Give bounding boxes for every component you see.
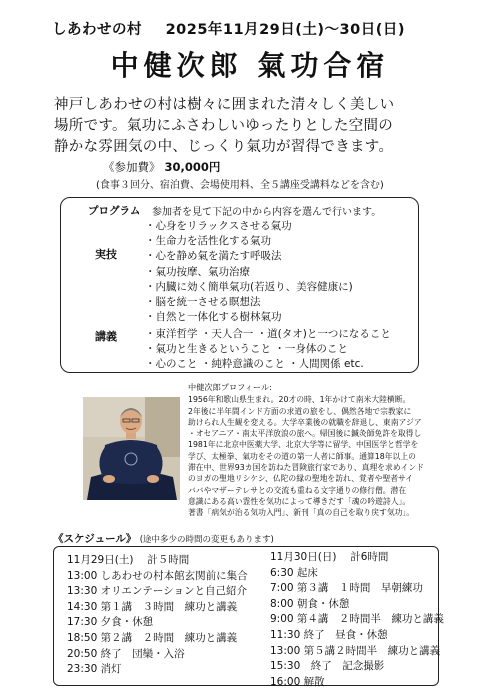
list-item: ・内臓に効く簡単氣功(若返り、美容健康に) xyxy=(145,280,353,293)
program-label: プログラム xyxy=(88,205,141,217)
schedule-day2 xyxy=(270,550,444,690)
list-item: ・生命力を活性化する氣功 xyxy=(145,235,271,248)
schedule-item: 16:00 解散 xyxy=(270,675,325,688)
fee-note: (食事３回分、宿泊費、会場使用料、全５講座受講料などを含む) xyxy=(96,180,384,191)
schedule-item: 13:00 第５講２時間半 練功と講義 xyxy=(270,644,441,657)
profile-line: ・オセアニア・南太平洋放浪の旅へ。帰国後に鍼灸師免許を取得し xyxy=(188,429,422,439)
schedule-item: 18:50 第２講 ２時間 練功と講義 xyxy=(67,631,238,644)
schedule-day1 xyxy=(67,553,248,678)
profile-line: 意識にある高い霊性を気功によって導きだす「魂の吟遊詩人」。 xyxy=(188,496,411,506)
list-item: ・心を静め氣を満たす呼吸法 xyxy=(145,250,282,263)
list-item: ・氣功按摩、氣功治療 xyxy=(145,265,250,278)
practice-list xyxy=(145,219,353,325)
lecture-list xyxy=(145,327,391,373)
list-item: ・東洋哲学 ・天人合一 ・道(タオ)と一つになること xyxy=(145,328,391,340)
profile-line: 1956年和歌山県生まれ。20才の時、1年かけて南米大陸横断。 xyxy=(188,395,411,405)
schedule-item: 14:30 第１講 ３時間 練功と講義 xyxy=(67,600,238,613)
header-line xyxy=(52,18,405,39)
profile-line: 著書「病気が治る気功入門」、新刊「真の自己を取り戻す気功」。 xyxy=(188,508,415,518)
schedule-note: (途中多少の時間の変更もあります) xyxy=(139,535,274,545)
list-item: ・氣功と生きるということ ・一身体のこと xyxy=(145,343,348,356)
profile-line: 学び、太極拳、氣功をその道の第一人者に師事。通算18年以上の xyxy=(188,451,416,461)
page-title: 中健次郎 氣功合宿 xyxy=(110,49,390,82)
list-item: ・心身をリラックスさせる氣功 xyxy=(145,220,292,232)
schedule-item: 8:00 朝食・休憩 xyxy=(270,597,350,610)
intro-line: 神戸しあわせの村は樹々に囲まれた清々しく美しい xyxy=(54,97,395,113)
event-date: 2025年11月29日(土)〜30日(日) xyxy=(165,22,405,38)
profile-line: 2年後に半年間インド方面の求道の旅をし、偶然各地で宗教家に xyxy=(188,406,412,416)
schedule-item: 11月30日(日) 計6時間 xyxy=(270,551,389,563)
intro-paragraph xyxy=(54,95,464,158)
list-item: ・心のこと ・純粋意識のこと ・人間関係 etc. xyxy=(145,358,364,371)
profile-line: ババやマザーテレサとの交流も重ねる文字通りの修行僧。潜在 xyxy=(188,485,407,495)
list-item: ・脳を統一させる瞑想法 xyxy=(145,295,261,308)
profile-line: 助けられ人生観を変える。大学卒業後の就職を辞退し、東南アジア xyxy=(188,417,422,427)
schedule-item: 13:00 しあわせの村本館玄関前に集合 xyxy=(67,569,248,582)
fee-label: 《参加費》 xyxy=(103,160,161,174)
schedule-item: 7:00 第３講 １時間 早朝練功 xyxy=(270,582,423,595)
schedule-item: 9:00 第４講 ２時間半 練功と講義 xyxy=(270,613,444,626)
fee-line xyxy=(103,159,220,175)
profile-title: 中健次郎プロフィール: xyxy=(188,382,272,392)
schedule-item: 6:30 起床 xyxy=(270,566,318,579)
instructor-photo xyxy=(83,397,180,500)
profile-block xyxy=(188,382,460,519)
schedule-item: 23:30 消灯 xyxy=(67,663,122,676)
fee-amount: 30,000円 xyxy=(164,160,221,174)
schedule-label: 《スケジュール》 xyxy=(53,533,137,545)
profile-line: 1981年に北京中医薬大学、北京大学等に留学、中国医学と哲学を xyxy=(188,440,419,450)
program-intro: 参加者を見て下記の中から内容を選んで行います。 xyxy=(152,207,382,218)
venue-name: しあわせの村 xyxy=(52,22,142,38)
schedule-item: 20:50 終了 団欒・入浴 xyxy=(67,647,185,660)
schedule-item: 13:30 オリエンテーションと自己紹介 xyxy=(67,585,247,598)
intro-line: 静かな雰囲気の中、じっくり氣功が習得できます。 xyxy=(54,139,394,155)
intro-line: 場所です。氣功にふさわしいゆったりとした空間の xyxy=(54,118,394,134)
schedule-item: 11:30 終了 昼食・休憩 xyxy=(270,628,388,641)
profile-line: のヨガの聖地リシケシ、仏陀の縁の聖地を訪れ、覚者や聖者サイ xyxy=(188,474,414,484)
schedule-item: 17:30 夕食・休憩 xyxy=(67,616,154,629)
list-item: ・自然と一体化する樹林氣功 xyxy=(145,311,282,324)
practice-label: 実技 xyxy=(95,248,117,261)
lecture-label: 講義 xyxy=(95,330,117,343)
schedule-item: 15:30 終了 記念撮影 xyxy=(270,660,385,673)
profile-line: 滞在中、世界93カ国を訪ねた冒険旅行家であり、真理を求めインド xyxy=(188,463,425,473)
schedule-item: 11月29日(土) 計５時間 xyxy=(67,554,190,566)
schedule-heading xyxy=(53,531,274,546)
